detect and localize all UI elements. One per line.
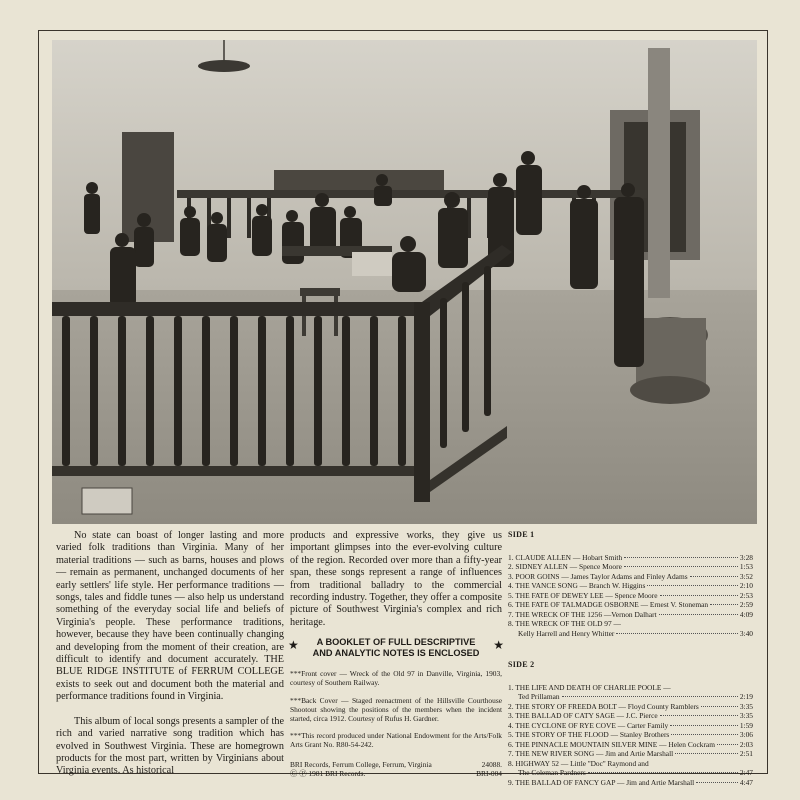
track-time: 2:59 (739, 600, 753, 609)
intro-column (56, 530, 284, 778)
track-time: 3:06 (739, 730, 753, 739)
copyright-line: Ⓒ Ⓟ 1981 BRI Records. (290, 768, 366, 778)
track-title: 5. THE FATE OF DEWEY LEE — Spence Moore (508, 590, 658, 600)
side-1-title: SIDE 1 (508, 530, 535, 539)
track-title: 8. THE WRECK OF THE OLD 97 — (508, 619, 621, 628)
track-row (508, 619, 753, 638)
track-title: 5. THE STORY OF THE FLOOD — Stanley Brothers (508, 730, 670, 739)
track-listing (508, 530, 753, 787)
notes-column (290, 530, 502, 778)
intro-paragraph-3: products and expressive works, they give us important glimpses into the ever-evolving culture of the region. Recorded over more than a fifty-year span, these songs represent a range of influences from traditional balladry to the commercial recording industry. Together, they offer a composite picture of Southwest Virginia's complex and rich heritage. (290, 530, 502, 628)
track-title: 6. THE FATE OF TALMADGE OSBORNE — Ernest V. Stoneman (508, 600, 709, 609)
track-title: 1. THE LIFE AND DEATH OF CHARLIE POOLE — (508, 682, 671, 692)
grant-note: ***This record produced under National Endowment for the Arts/Folk Arts Grant No. R80-54-242. (290, 731, 502, 750)
track-title: 3. THE BALLAD OF CATY SAGE — J.C. Pierce (508, 711, 658, 720)
track-time: 3:52 (739, 571, 753, 581)
catalog-number: BRI-004 (476, 768, 502, 778)
track-artist: Ted Prillaman (518, 692, 560, 701)
track-row (508, 562, 753, 572)
track-row (508, 553, 753, 563)
booklet-line-2: AND ANALYTIC NOTES IS ENCLOSED (312, 648, 480, 659)
side-2-title: SIDE 2 (508, 660, 535, 669)
booklet-line-1: A BOOKLET OF FULL DESCRIPTIVE (316, 637, 476, 648)
track-row (508, 711, 753, 721)
track-title: 8. HIGHWAY 52 — Little ''Doc'' Raymond and (508, 758, 649, 768)
star-icon: ★ (288, 638, 299, 653)
track-title: 7. THE WRECK OF THE 1256 —Vernon Dalhart (508, 609, 657, 619)
track-time: 1:53 (739, 562, 753, 571)
track-title: 9. THE BALLAD OF FANCY GAP — Jim and Artie Marshall (508, 777, 695, 787)
track-time: 3:35 (739, 701, 753, 711)
track-title: 6. THE PINNACLE MOUNTAIN SILVER MINE — Helen Cockram (508, 739, 715, 749)
track-row (508, 778, 753, 788)
track-title: 4. THE VANCE SONG — Branch W. Higgins (508, 581, 646, 590)
booklet-notice (290, 637, 502, 659)
track-row (508, 759, 753, 778)
track-title: 3. POOR GOINS — James Taylor Adams and Finley Adams (508, 571, 688, 581)
intro-paragraph-2: This album of local songs presents a sampler of the rich and varied narrative song tradition which has evolved in Southwest Virginia. These are homegrown products for the most part, written by Virginians about Virginia events. As historical (56, 715, 284, 777)
track-row (508, 683, 753, 702)
track-title: 1. CLAUDE ALLEN — Hobart Smith (508, 552, 623, 562)
star-icon: ★ (493, 638, 504, 653)
track-row (508, 610, 753, 620)
track-time: 3:40 (739, 628, 753, 638)
publisher-zip: 24088. (481, 759, 502, 769)
track-time: 2:03 (739, 739, 753, 749)
track-row (508, 749, 753, 759)
track-artist: Kelly Harrell and Henry Whitter (518, 628, 615, 638)
track-time: 1:59 (739, 720, 753, 730)
track-time: 2:19 (739, 692, 753, 701)
track-time: 4:47 (739, 777, 753, 787)
track-artist: The Coleman Pardners (518, 768, 586, 777)
track-time: 2:10 (739, 581, 753, 590)
back-cover-note: ***Back Cover — Staged reenactment of the Hillsville Courthouse Shootout showing the positions of the members when the incident started, circa 1912. Courtesy of Rufus H. Gardner. (290, 695, 502, 724)
track-title: 2. THE STORY OF FREEDA BOLT — Floyd County Ramblers (508, 701, 699, 711)
track-time: 2:53 (739, 590, 753, 600)
courtroom-scene-illustration (52, 40, 757, 524)
publisher-address: BRI Records, Ferrum College, Ferrum, Virginia (290, 759, 432, 769)
track-time: 2:51 (739, 749, 753, 758)
track-time: 3:35 (739, 711, 753, 720)
track-row (508, 600, 753, 610)
track-title: 2. SIDNEY ALLEN — Spence Moore (508, 562, 622, 571)
side-1-tracks (508, 553, 753, 620)
track-title: 7. THE NEW RIVER SONG — Jim and Artie Marshall (508, 749, 674, 758)
track-row (508, 581, 753, 591)
track-time: 4:09 (739, 609, 753, 619)
track-time: 2:47 (739, 768, 753, 777)
track-row (508, 730, 753, 740)
track-row (508, 572, 753, 582)
track-row (508, 591, 753, 601)
track-row (508, 740, 753, 750)
publisher-info (290, 760, 502, 778)
front-cover-note: ***Front cover — Wreck of the Old 97 in Danville, Virginia, 1903, courtesy of Southern Railway. (290, 669, 502, 688)
courtroom-photograph (52, 40, 757, 524)
track-row (508, 721, 753, 731)
track-time: 3:28 (739, 552, 753, 562)
side-2-tracks (508, 702, 753, 759)
track-row (508, 702, 753, 712)
intro-paragraph-1: No state can boast of longer lasting and more varied folk traditions than Virginia. Many of her material traditions — such as barns, houses and plows — remain as permanent, unchanged documents of her early settlers' life style. Her performance traditions — songs, tales and fiddle tunes — also help us understand something of the everyday social life and beliefs of Virginia's people. These performance traditions, however, because they have been continually changing and developing from the moment of their creation, are difficult to identify and document accurately. THE BLUE RIDGE INSTITUTE of FERRUM COLLEGE exists to seek out and document both the material and performance traditions found in Virginia. (56, 530, 284, 703)
track-title: 4. THE CYCLONE OF RYE COVE — Carter Family (508, 720, 669, 730)
